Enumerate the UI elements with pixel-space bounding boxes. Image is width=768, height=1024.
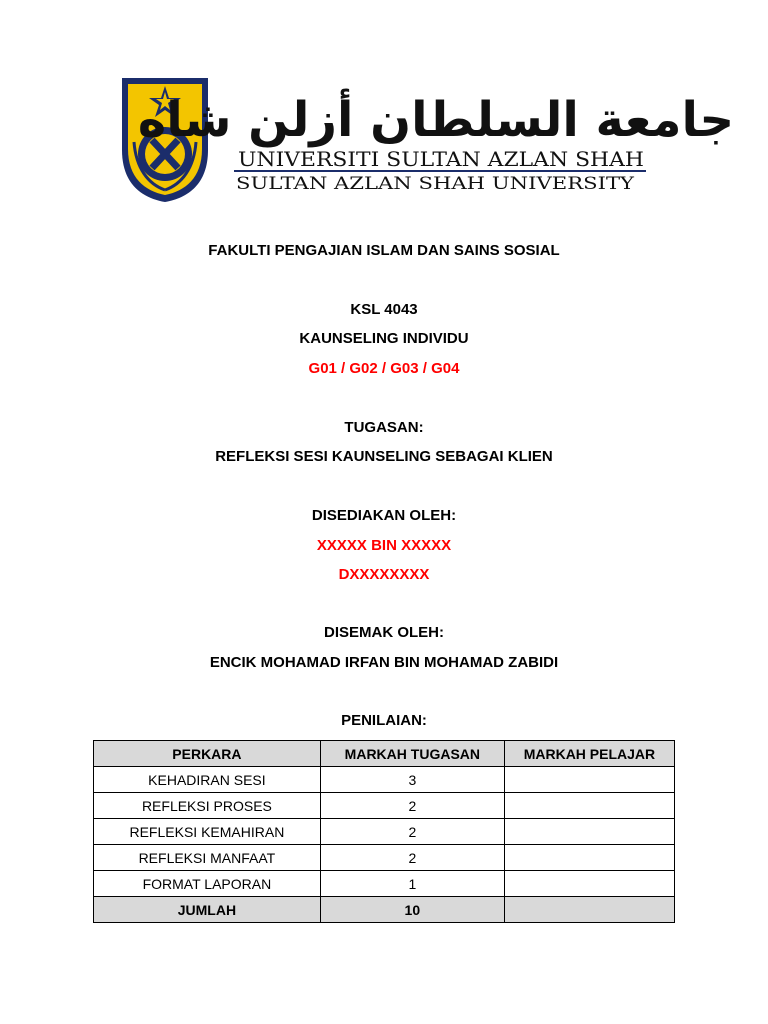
total-assignment-marks: 10 <box>320 897 504 923</box>
course-name: KAUNSELING INDIVIDU <box>299 330 469 347</box>
course-groups: G01 / G02 / G03 / G04 <box>308 360 460 377</box>
table-row <box>94 845 675 871</box>
course-code: KSL 4043 <box>350 301 418 318</box>
row-assignment-marks: 1 <box>320 871 504 897</box>
column-header-student-marks: MARKAH PELAJAR <box>504 741 674 767</box>
table-header-row <box>94 741 675 767</box>
table-row <box>94 871 675 897</box>
column-header-item: PERKARA <box>94 741 321 767</box>
row-item: FORMAT LAPORAN <box>94 871 321 897</box>
student-id: DXXXXXXXX <box>338 566 430 583</box>
row-item: REFLEKSI MANFAAT <box>94 845 321 871</box>
column-header-assignment-marks: MARKAH TUGASAN <box>320 741 504 767</box>
row-item: REFLEKSI KEMAHIRAN <box>94 819 321 845</box>
malay-university-name: UNIVERSITI SULTAN AZLAN SHAH <box>238 147 644 171</box>
evaluation-label: PENILAIAN: <box>341 712 427 729</box>
row-assignment-marks: 2 <box>320 819 504 845</box>
row-student-marks[interactable] <box>504 767 674 793</box>
table-row <box>94 819 675 845</box>
total-student-marks[interactable] <box>504 897 674 923</box>
row-assignment-marks: 2 <box>320 793 504 819</box>
university-logo <box>118 72 735 204</box>
row-assignment-marks: 3 <box>320 767 504 793</box>
total-label: JUMLAH <box>94 897 321 923</box>
total-row <box>94 897 675 923</box>
reviewed-by-label: DISEMAK OLEH: <box>324 624 444 641</box>
assignment-title: REFLEKSI SESI KAUNSELING SEBAGAI KLIEN <box>215 448 553 465</box>
evaluation-table <box>93 740 675 923</box>
row-assignment-marks: 2 <box>320 845 504 871</box>
arabic-university-name: جامعة السلطان أزلن شاه <box>137 92 735 148</box>
english-university-name: SULTAN AZLAN SHAH UNIVERSITY <box>236 174 635 194</box>
row-student-marks[interactable] <box>504 793 674 819</box>
row-student-marks[interactable] <box>504 871 674 897</box>
lecturer-name: ENCIK MOHAMAD IRFAN BIN MOHAMAD ZABIDI <box>209 654 559 671</box>
faculty-name: FAKULTI PENGAJIAN ISLAM DAN SAINS SOSIAL <box>208 242 560 259</box>
table-row <box>94 767 675 793</box>
row-item: KEHADIRAN SESI <box>94 767 321 793</box>
row-student-marks[interactable] <box>504 819 674 845</box>
row-student-marks[interactable] <box>504 845 674 871</box>
student-name: XXXXX BIN XXXXX <box>316 537 452 554</box>
row-item: REFLEKSI PROSES <box>94 793 321 819</box>
table-row <box>94 793 675 819</box>
prepared-by-label: DISEDIAKAN OLEH: <box>311 507 457 524</box>
assignment-label: TUGASAN: <box>344 419 424 436</box>
